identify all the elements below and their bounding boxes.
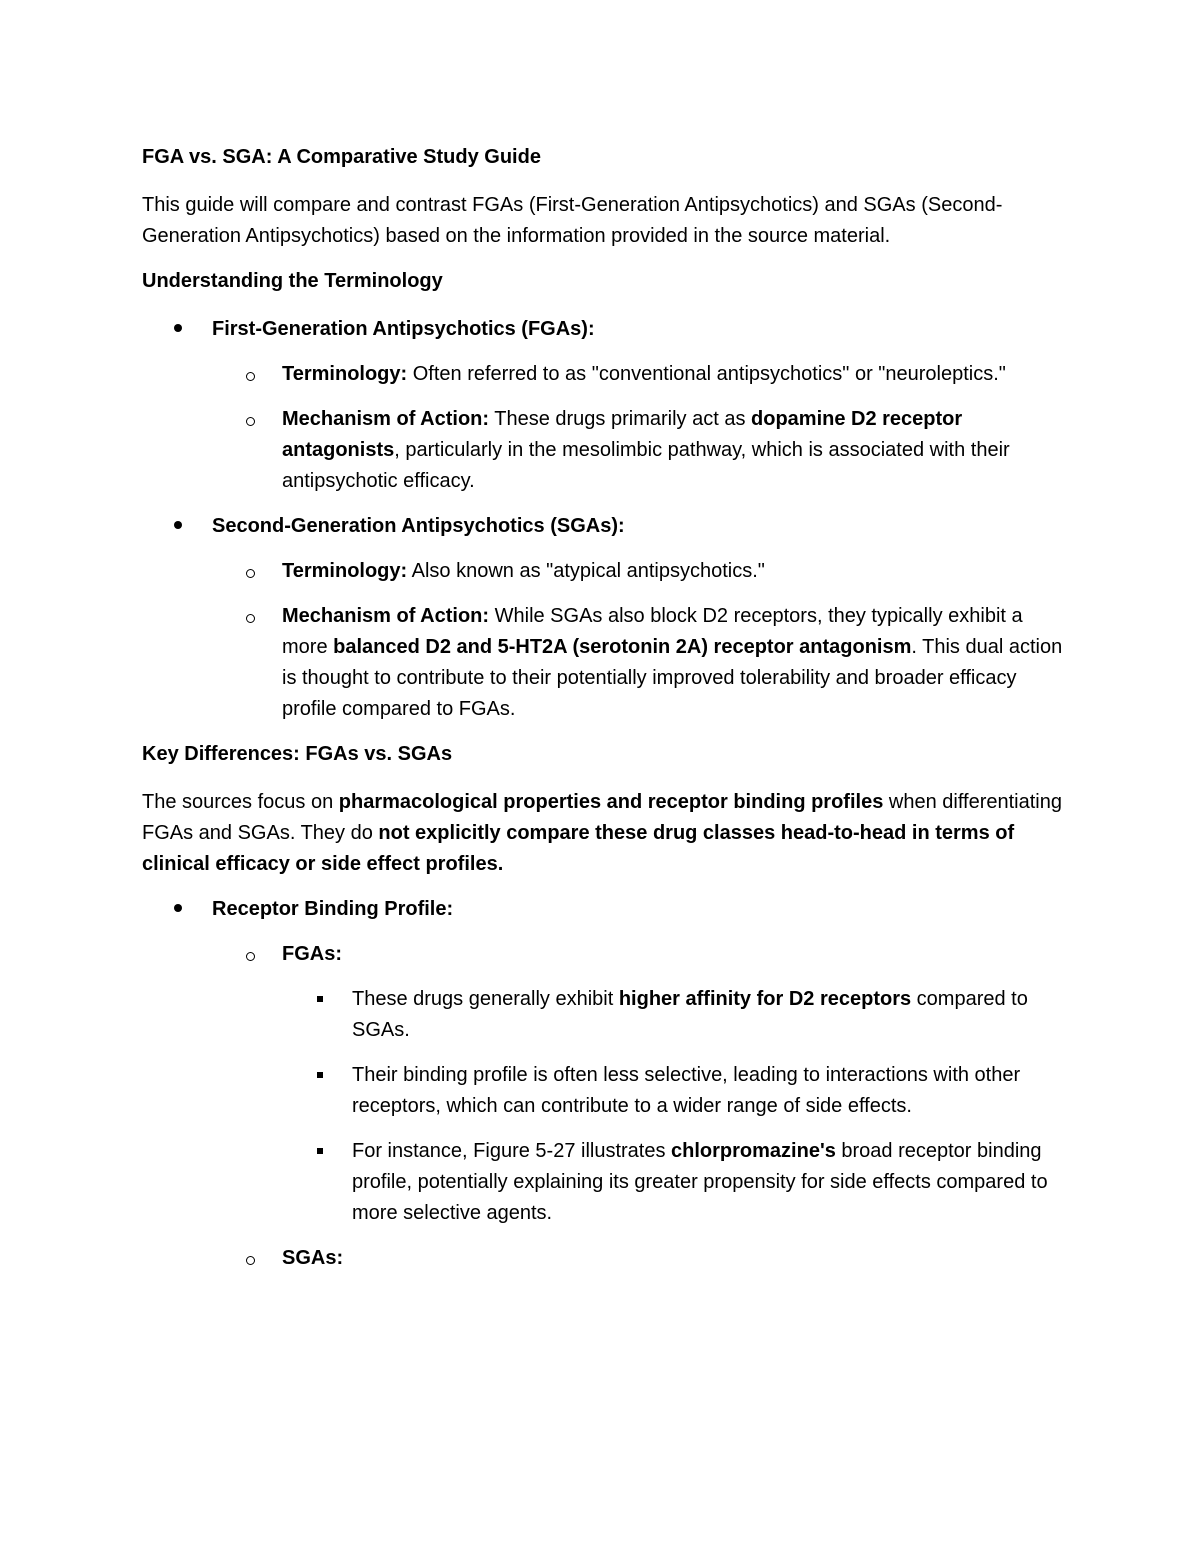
list-item: Their binding profile is often less selective, leading to interactions with other receptors, which can contribute to a wider range of side effects. [282, 1060, 1072, 1122]
document-title: FGA vs. SGA: A Comparative Study Guide [142, 146, 541, 168]
square-bullet-icon [317, 1148, 323, 1154]
binding-sga-label: SGAs: [282, 1247, 344, 1269]
bullet-icon [174, 521, 182, 529]
fga-label: First-Generation Antipsychotics (FGAs): [212, 318, 595, 340]
sga-terminology-label: Terminology: [282, 560, 408, 582]
binding-fga-sublist [282, 984, 1072, 1229]
fga-sublist [212, 359, 1072, 497]
sga-moa-text1: While SGAs also block D2 receptors, they typically exhibit a more [282, 605, 1023, 658]
sga-moa-item [212, 601, 1072, 725]
binding-label: Receptor Binding Profile: [212, 898, 454, 920]
fga-moa-bold: dopamine D2 receptor antagonists [282, 408, 963, 461]
fga-moa-text2: , particularly in the mesolimbic pathway, which is associated with their antipsychotic efficacy. [282, 439, 1010, 492]
terminology-list [142, 314, 1072, 725]
square-bullet-icon [317, 996, 323, 1002]
terminology-heading: Understanding the Terminology [142, 270, 443, 292]
fga-terminology-text: Often referred to as "conventional antipsychotics" or "neuroleptics." [407, 363, 1006, 385]
document-page [142, 142, 1072, 1288]
sga-terminology-text: Also known as "atypical antipsychotics." [407, 560, 765, 582]
differences-heading: Key Differences: FGAs vs. SGAs [142, 743, 453, 765]
fga-list-item [142, 314, 1072, 497]
binding-fga-item [212, 939, 1072, 1229]
sga-moa-text2: . This dual action is thought to contribute to their potentially improved tolerability and broader efficacy profile compared to FGAs. [282, 636, 1063, 720]
circle-bullet-icon [246, 952, 255, 961]
sga-label: Second-Generation Antipsychotics (SGAs): [212, 515, 625, 537]
list-item: These drugs generally exhibit higher affinity for D2 receptors compared to SGAs. [282, 984, 1072, 1046]
fga-moa-label: Mechanism of Action: [282, 408, 490, 430]
fga-terminology-item [212, 359, 1072, 390]
fga-moa-text1: These drugs primarily act as [489, 408, 752, 430]
differences-bold2: not explicitly compare these drug classes head-to-head in terms of clinical efficacy or side effect profiles. [142, 822, 1015, 875]
binding-fga-label: FGAs: [282, 943, 342, 965]
sga-moa-label: Mechanism of Action: [282, 605, 490, 627]
differences-text1: The sources focus on [142, 791, 339, 813]
sga-sublist [212, 556, 1072, 725]
circle-bullet-icon [246, 614, 255, 623]
sga-list-item [142, 511, 1072, 725]
circle-bullet-icon [246, 417, 255, 426]
list-item: For instance, Figure 5-27 illustrates chlorpromazine's broad receptor binding profile, potentially explaining its greater propensity for side effects compared to more selective agents. [282, 1136, 1072, 1229]
fga-moa-item [212, 404, 1072, 497]
differences-bold1: pharmacological properties and receptor binding profiles [338, 791, 884, 813]
fga-terminology-label: Terminology: [282, 363, 408, 385]
binding-list-item [142, 894, 1072, 1274]
bullet-icon [174, 904, 182, 912]
circle-bullet-icon [246, 372, 255, 381]
sga-terminology-item [212, 556, 1072, 587]
bullet-icon [174, 324, 182, 332]
binding-sga-item [212, 1243, 1072, 1274]
differences-paragraph [142, 787, 1072, 880]
differences-list [142, 894, 1072, 1274]
intro-paragraph: This guide will compare and contrast FGAs (First-Generation Antipsychotics) and SGAs (Second-Generation Antipsychotics) based on the information provided in the source material. [142, 194, 1003, 247]
sga-moa-bold: balanced D2 and 5-HT2A (serotonin 2A) receptor antagonism [333, 636, 912, 658]
differences-text2: when differentiating FGAs and SGAs. They do [142, 791, 1062, 844]
circle-bullet-icon [246, 569, 255, 578]
circle-bullet-icon [246, 1256, 255, 1265]
square-bullet-icon [317, 1072, 323, 1078]
binding-sublist [212, 939, 1072, 1274]
